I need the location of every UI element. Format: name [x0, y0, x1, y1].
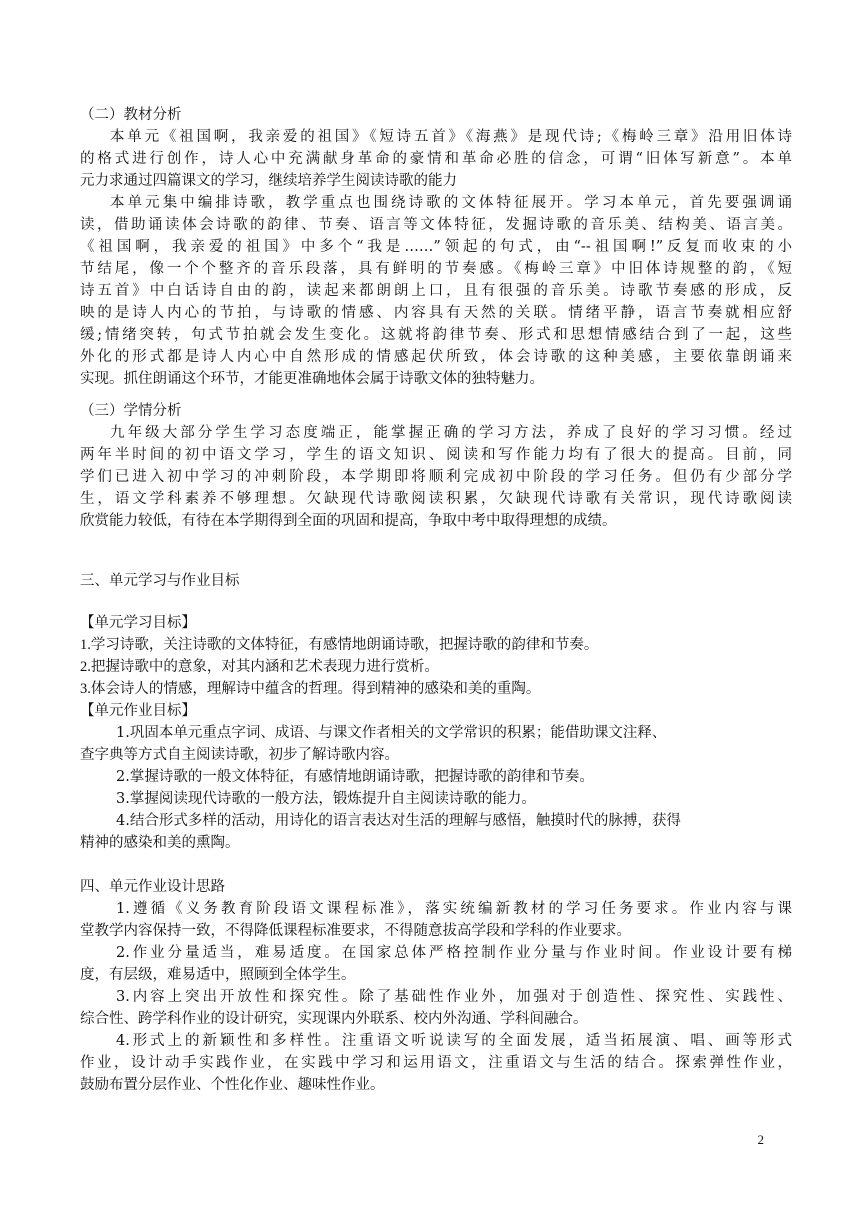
paragraph-line: 《祖国啊，我亲爱的祖国》中多个“我是……”领起的句式，由“--祖国啊!”反复而收束的小	[80, 239, 792, 255]
paragraph-line: 生，语文学科素养不够理想。欠缺现代诗歌阅读积累，欠缺现代诗歌有关常识，现代诗歌阅读	[80, 491, 792, 507]
paragraph-line: 九年级大部分学生学习态度端正，能掌握正确的学习方法，养成了良好的学习习惯。经过	[110, 425, 792, 441]
paragraph-line: 欣赏能力较低，有待在本学期得到全面的巩固和提高，争取中考中取得理想的成绩。	[80, 513, 617, 529]
learning-goal-item: 3.体会诗人的情感，理解诗中蕴含的哲理。得到精神的感染和美的重陶。	[80, 681, 541, 697]
learning-goals-heading: 【单元学习目标】	[80, 615, 196, 631]
paragraph-line: 缓;情绪突转，句式节拍就会发生变化。这就将韵律节奏、形式和思想情感结合到了一起，这些	[80, 327, 792, 343]
paragraph-line: 本单元集中编排诗歌，教学重点也围绕诗歌的文体特征展开。学习本单元，首先要强调诵	[110, 195, 792, 211]
design-section	[80, 876, 792, 1096]
section-heading: （三）学情分析	[80, 403, 182, 419]
paragraph-line: 3.内容上突出开放性和探究性。除了基础性作业外，加强对于创造性、探究性、实践性、	[116, 989, 792, 1005]
paragraph-line: 实现。抓住朗诵这个环节，才能更准确地体会属于诗歌文体的独特魅力。	[80, 371, 544, 387]
homework-goals-heading: 【单元作业目标】	[80, 703, 196, 719]
learning-analysis-section	[80, 400, 792, 532]
homework-goal-line: 4.结合形式多样的活动，用诗化的语言表达对生活的理解与感悟，触摸时代的脉搏，获得	[116, 813, 681, 829]
paragraph-line: 节结尾，像一个个整齐的音乐段落，具有鲜明的节奏感。《梅岭三章》中旧体诗规整的韵，《短	[80, 261, 792, 277]
homework-goal-line: 1.巩固本单元重点字词、成语、与课文作者相关的文学常识的积累；能借助课文注释、	[116, 725, 667, 741]
section-heading: （二）教材分析	[80, 107, 182, 123]
section-title: 三、单元学习与作业目标	[80, 573, 240, 589]
goals-section	[80, 570, 792, 592]
paragraph-line: 本单元《祖国啊，我亲爱的祖国》《短诗五首》《海燕》是现代诗;《梅岭三章》沿用旧体诗	[110, 129, 792, 145]
paragraph-line: 两年半时间的初中语文学习，学生的语文知识、阅读和写作能力均有了很大的提高。目前，同	[80, 447, 792, 463]
paragraph-line: 的格式进行创作，诗人心中充满献身革命的豪情和革命必胜的信念，可谓“旧体写新意”。本单	[80, 151, 792, 167]
homework-goal-line: 3.掌握阅读现代诗歌的一般方法，锻炼提升自主阅读诗歌的能力。	[116, 791, 536, 807]
learning-goals	[80, 612, 792, 854]
homework-goal-line: 精神的感染和美的熏陶。	[80, 835, 240, 851]
textbook-analysis-section	[80, 104, 792, 390]
paragraph-line: 作业，设计动手实践作业，在实践中学习和运用语文，注重语文与生活的结合。探索弹性作业，	[80, 1055, 792, 1071]
paragraph-line: 2.作业分量适当，难易适度。在国家总体严格控制作业分量与作业时间。作业设计要有梯	[116, 945, 792, 961]
paragraph-line: 1.遵循《义务教育阶段语文课程标准》，落实统编新教材的学习任务要求。作业内容与课	[116, 901, 792, 917]
section-title: 四、单元作业设计思路	[80, 879, 225, 895]
paragraph-line: 鼓励布置分层作业、个性化作业、趣味性作业。	[80, 1077, 385, 1093]
homework-goal-line: 2.掌握诗歌的一般文体特征，有感情地朗诵诗歌，把握诗歌的韵律和节奏。	[116, 769, 594, 785]
paragraph-line: 学们已进入初中学习的冲刺阶段，本学期即将顺利完成初中阶段的学习任务。但仍有少部分学	[80, 469, 792, 485]
paragraph-line: 综合性、跨学科作业的设计研究，实现课内外联系、校内外沟通、学科间融合。	[80, 1011, 588, 1027]
paragraph-line: 映的是诗人内心的节拍，与诗歌的情感、内容具有天然的关联。情绪平静，语言节奏就相应舒	[80, 305, 792, 321]
page-number: 2	[757, 1132, 764, 1147]
paragraph-line: 读，借助诵读体会诗歌的韵律、节奏、语言等文体特征，发掘诗歌的音乐美、结构美、语言美。	[80, 217, 792, 233]
paragraph-line: 诗五首》中白话诗自由的韵，读起来都朗朗上口，且有很强的音乐美。诗歌节奏感的形成，反	[80, 283, 792, 299]
paragraph-line: 4.形式上的新颖性和多样性。注重语文听说读写的全面发展，适当拓展演、唱、画等形式	[116, 1033, 792, 1049]
learning-goal-item: 1.学习诗歌，关注诗歌的文体特征，有感情地朗诵诗歌，把握诗歌的韵律和节奏。	[80, 637, 599, 653]
paragraph-line: 度，有层级，难易适中，照顾到全体学生。	[80, 967, 356, 983]
homework-goal-line: 查字典等方式自主阅读诗歌，初步了解诗歌内容。	[80, 747, 399, 763]
paragraph-line: 外化的形式都是诗人内心中自然形成的情感起伏所致，体会诗歌的这种美感，主要依靠朗诵来	[80, 349, 792, 365]
paragraph-line: 元力求通过四篇课文的学习，继续培养学生阅读诗歌的能力	[80, 173, 457, 189]
learning-goal-item: 2.把握诗歌中的意象，对其内涵和艺术表现力进行赏析。	[80, 659, 439, 675]
paragraph-line: 堂教学内容保持一致，不得降低课程标准要求，不得随意拔高学段和学科的作业要求。	[80, 923, 631, 939]
